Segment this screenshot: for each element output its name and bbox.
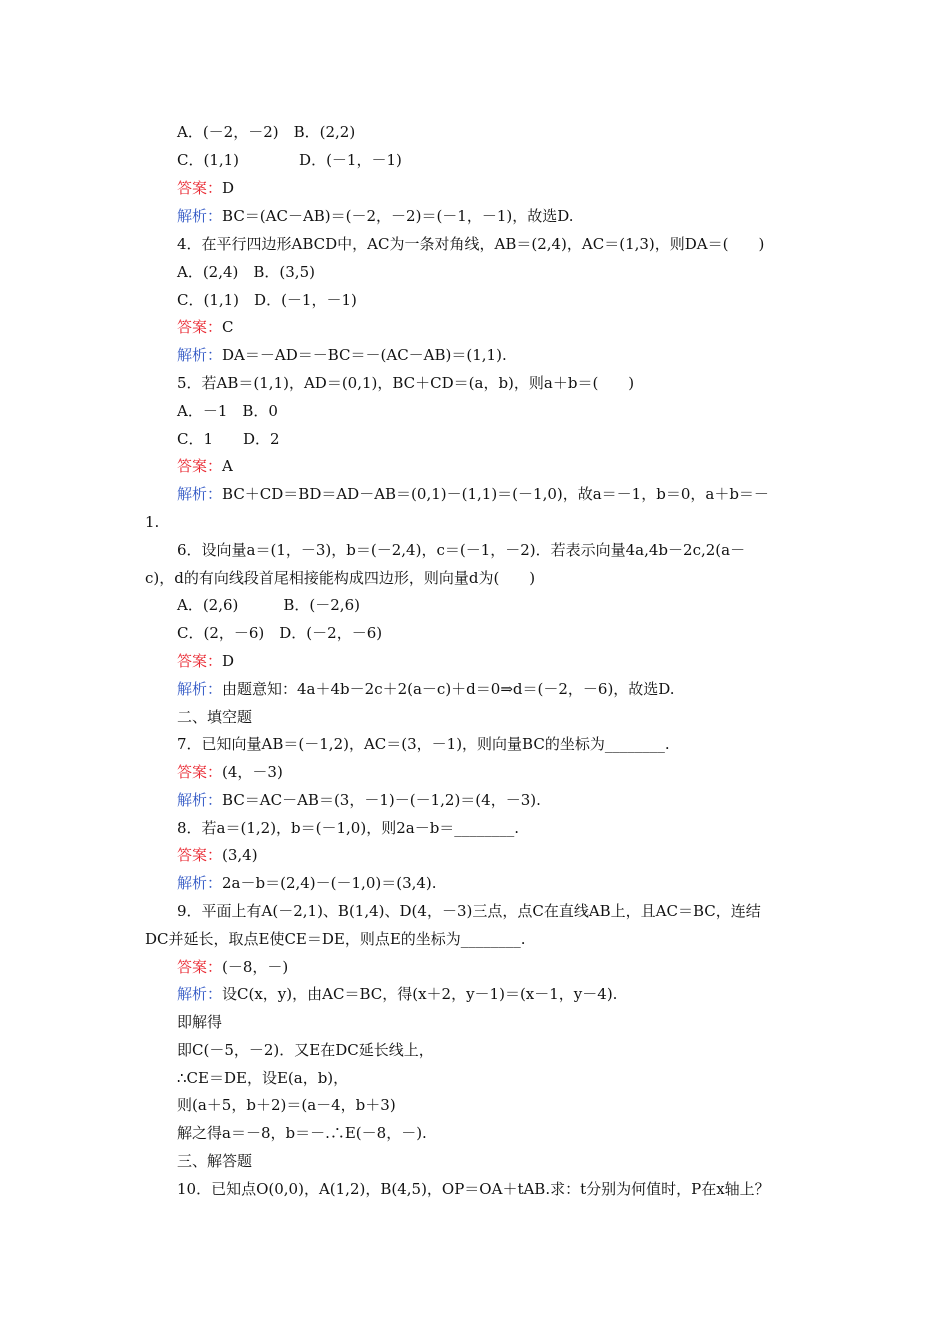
answer-value: (4，－3): [222, 763, 283, 781]
q10-stem: 10．已知点O(0,0)，A(1,2)，B(4,5)，OP＝OA＋tAB.求：t分别为何值时，P在x轴上？: [177, 1180, 770, 1198]
explanation-text: BC＝(AC－AB)＝(－2，－2)＝(－1，－1)，故选D.: [222, 207, 574, 225]
q3-options-cd: C．(1,1) D．(－1，－1): [177, 151, 402, 169]
answer-value: D: [222, 652, 235, 670]
explanation-label: 解析：: [177, 985, 223, 1003]
q5-explanation: [177, 482, 769, 506]
q6-stem-cont: c)，d的有向线段首尾相接能构成四边形，则向量d为( ): [145, 569, 536, 587]
answer-label: 答案：: [177, 318, 223, 336]
answer-value: (－8，－): [222, 958, 289, 976]
q4-options-ab: A．(2,4) B．(3,5): [177, 263, 315, 281]
q5-stem: 5．若AB＝(1,1)，AD＝(0,1)，BC＋CD＝(a，b)，则a＋b＝( ): [177, 374, 635, 392]
q9-step-5: 解之得a＝－8，b＝－.∴E(－8，－).: [177, 1124, 427, 1142]
q6-stem: 6．设向量a＝(1，－3)，b＝(－2,4)，c＝(－1，－2)．若表示向量4a,4b－2c,2(a－: [177, 541, 746, 559]
q6-options-cd: C．(2，－6) D．(－2，－6): [177, 624, 383, 642]
q7-stem: 7．已知向量AB＝(－1,2)，AC＝(3，－1)，则向量BC的坐标为________.: [177, 735, 670, 753]
q5-options-cd: C．1 D．2: [177, 430, 280, 448]
answer-label: 答案：: [177, 958, 223, 976]
q7-explanation: [177, 788, 541, 812]
q4-options-cd: C．(1,1) D．(－1，－1): [177, 291, 357, 309]
explanation-text: BC＝AC－AB＝(3，－1)－(－1,2)＝(4，－3).: [222, 791, 541, 809]
answer-label: 答案：: [177, 763, 223, 781]
explanation-text: BC＋CD＝BD＝AD－AB＝(0,1)－(1,1)＝(－1,0)，故a＝－1，b＝0，a＋b＝－: [222, 485, 769, 503]
q6-answer: [177, 649, 234, 673]
explanation-text: 2a－b＝(2,4)－(－1,0)＝(3,4).: [222, 874, 437, 892]
answer-label: 答案：: [177, 179, 223, 197]
explanation-text: DA＝－AD＝－BC＝－(AC－AB)＝(1,1).: [222, 346, 507, 364]
q4-answer: [177, 315, 234, 339]
answer-value: C: [222, 318, 234, 336]
q6-explanation: [177, 677, 675, 701]
q5-explanation-cont: 1.: [145, 513, 160, 531]
q9-step-4: 则(a＋5，b＋2)＝(a－4，b＋3): [177, 1096, 396, 1114]
q9-explanation: [177, 982, 617, 1006]
q4-stem: 4．在平行四边形ABCD中，AC为一条对角线，AB＝(2,4)，AC＝(1,3)，则DA＝( ): [177, 235, 765, 253]
q4-explanation: [177, 343, 507, 367]
q5-answer: [177, 454, 233, 478]
answer-label: 答案：: [177, 846, 223, 864]
q9-stem: 9．平面上有A(－2,1)、B(1,4)、D(4，－3)三点，点C在直线AB上，且AC＝BC，连结: [177, 902, 761, 920]
explanation-text: 由题意知：4a＋4b－2c＋2(a－c)＋d＝0⇒d＝(－2，－6)，故选D.: [222, 680, 675, 698]
q3-answer: [177, 176, 234, 200]
q9-step-1: 即解得: [177, 1013, 223, 1031]
q8-stem: 8．若a＝(1,2)，b＝(－1,0)，则2a－b＝________.: [177, 819, 520, 837]
explanation-label: 解析：: [177, 207, 223, 225]
q3-options-ab: A．(－2，－2) B．(2,2): [177, 123, 356, 141]
q8-explanation: [177, 871, 437, 895]
q5-options-ab: A．－1 B．0: [177, 402, 278, 420]
answer-label: 答案：: [177, 457, 223, 475]
q7-answer: [177, 760, 283, 784]
explanation-label: 解析：: [177, 874, 223, 892]
q9-step-2: 即C(－5，－2)．又E在DC延长线上，: [177, 1041, 434, 1059]
q6-options-ab: A．(2,6) B．(－2,6): [177, 596, 360, 614]
explanation-label: 解析：: [177, 485, 223, 503]
answer-value: (3,4): [222, 846, 258, 864]
answer-value: A: [222, 457, 233, 475]
section-solve: 三、解答题: [177, 1152, 253, 1170]
q9-answer: [177, 955, 288, 979]
q8-answer: [177, 843, 258, 867]
explanation-label: 解析：: [177, 680, 223, 698]
explanation-text: 设C(x，y)，由AC＝BC，得(x＋2，y－1)＝(x－1，y－4).: [222, 985, 618, 1003]
explanation-label: 解析：: [177, 346, 223, 364]
section-fill-in: 二、填空题: [177, 708, 253, 726]
q9-step-3: ∴CE＝DE，设E(a，b)，: [177, 1069, 349, 1087]
explanation-label: 解析：: [177, 791, 223, 809]
answer-value: D: [222, 179, 235, 197]
answer-label: 答案：: [177, 652, 223, 670]
q9-stem-cont: DC并延长，取点E使CE＝DE，则点E的坐标为________.: [145, 930, 526, 948]
q3-explanation: [177, 204, 574, 228]
